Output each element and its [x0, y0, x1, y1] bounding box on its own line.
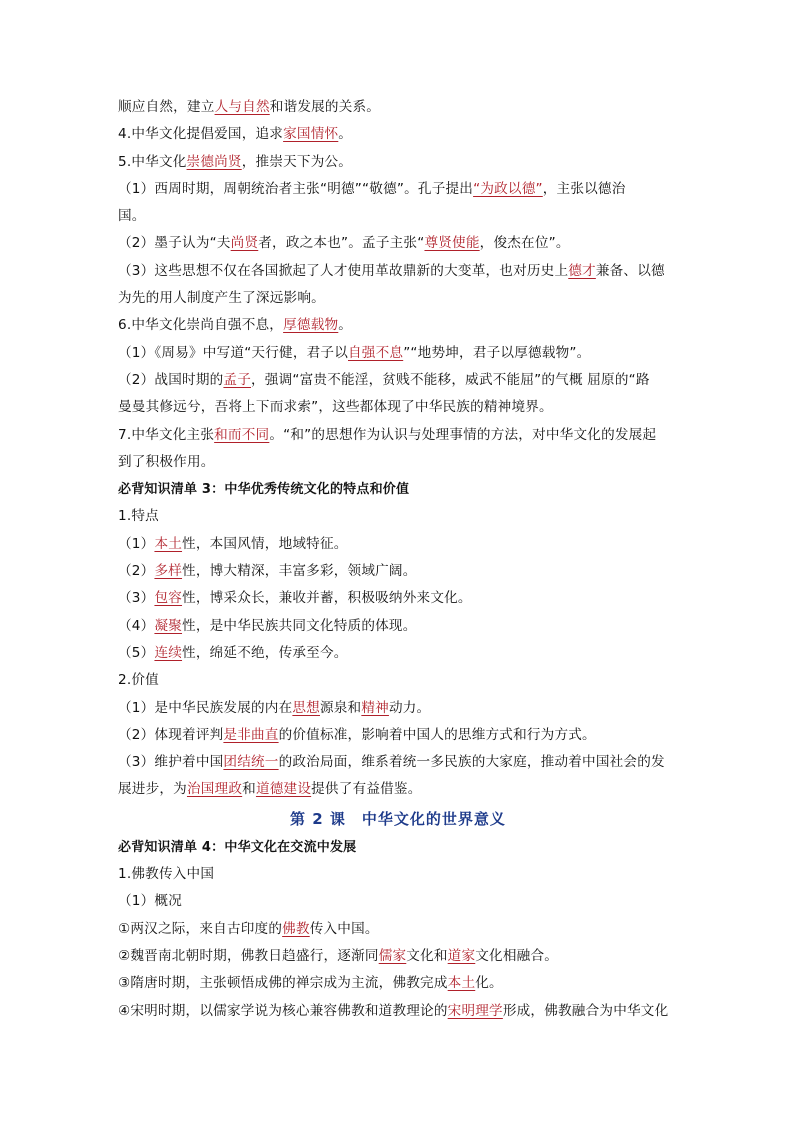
text-line — [118, 640, 678, 667]
key-term: 多样 — [154, 563, 183, 580]
key-term: 尊贤使能 — [424, 235, 480, 252]
key-term: 儒家 — [378, 947, 407, 964]
text-segment: （4） — [118, 617, 155, 634]
key-term: 人与自然 — [214, 99, 270, 115]
text-segment: 文化相融合。 — [475, 947, 559, 964]
text-line — [118, 585, 678, 612]
key-term: 思想 — [292, 699, 320, 716]
text-segment: 为先的用人制度产生了深远影响。 — [118, 290, 325, 307]
text-line — [118, 230, 678, 257]
text-line — [118, 531, 678, 558]
text-segment: （1）《周易》中写道“天行健，君子以 — [118, 344, 348, 361]
text-segment: 化。 — [475, 975, 503, 992]
text-segment: （3） — [118, 590, 155, 607]
key-term: 治国理政 — [186, 781, 243, 798]
text-segment: 的价值标准，影响着中国人的思维方式和行为方式。 — [278, 726, 596, 743]
key-term: 自强不息 — [348, 344, 404, 361]
text-segment: （1）西周时期，周朝统治者主张“明德”“敬德”。孔子提出 — [118, 180, 474, 197]
text-segment: 4.中华文化提倡爱国，追求 — [118, 126, 284, 143]
section-heading — [118, 476, 678, 503]
text-segment: 6.中华文化崇尚自强不息， — [118, 317, 284, 334]
text-segment: 性，是中华民族共同文化特质的体现。 — [182, 617, 417, 634]
text-segment: ，推崇天下为公。 — [241, 153, 353, 170]
key-term: 和而不同 — [214, 426, 270, 443]
text-line — [118, 312, 678, 339]
text-segment: 提供了有益借鉴。 — [311, 781, 422, 798]
text-line — [118, 121, 678, 148]
text-segment: 顺应自然，建立 — [118, 99, 215, 115]
text-segment: 形成，佛教融合为中华文化 — [502, 1002, 669, 1019]
text-segment: 。“和”的思想作为认识与处理事情的方法，对中华文化的发展起 — [269, 426, 657, 443]
text-segment: 。 — [338, 126, 353, 143]
text-line — [118, 861, 678, 888]
text-segment: 第 2 课 中华文化的世界意义 — [290, 809, 506, 828]
key-term: 道家 — [447, 947, 476, 964]
key-term: 厚德载物 — [283, 317, 339, 334]
text-segment: ④宋明时期，以儒家学说为核心兼容佛教和道教理论的 — [118, 1002, 448, 1019]
key-term: 宋明理学 — [447, 1002, 503, 1019]
text-line — [118, 503, 678, 530]
text-line — [118, 722, 678, 749]
text-segment: 文化和 — [406, 947, 448, 964]
key-term: 凝聚 — [154, 617, 183, 634]
text-line — [118, 94, 678, 121]
text-line — [118, 916, 678, 943]
text-line — [118, 422, 678, 449]
text-segment: 性，本国风情，地域特征。 — [182, 535, 348, 552]
text-line — [118, 285, 678, 312]
text-segment: （2）体现着评判 — [118, 726, 224, 743]
text-segment: 性，博采众长，兼收并蓄，积极吸纳外来文化。 — [182, 590, 472, 607]
text-segment: （2） — [118, 563, 155, 580]
text-line — [118, 776, 678, 803]
text-segment: 和 — [242, 781, 256, 798]
text-segment: （1）是中华民族发展的内在 — [118, 699, 293, 716]
text-segment: 5.中华文化 — [118, 153, 187, 170]
text-segment: 兼备、以德 — [595, 262, 665, 279]
text-segment: ，强调“富贵不能淫，贫贱不能移，威武不能屈”的气概 屈原的“路 — [251, 371, 650, 388]
text-segment: 传入中国。 — [309, 920, 379, 937]
text-segment: 性，博大精深，丰富多彩，领域广阔。 — [182, 563, 417, 580]
text-line — [118, 613, 678, 640]
key-term: 崇德尚贤 — [186, 153, 242, 170]
text-segment: 必背知识清单 4：中华文化在交流中发展 — [118, 839, 357, 855]
key-term: 道德建设 — [255, 781, 312, 798]
key-term: 团结统一 — [223, 754, 279, 771]
text-segment: ③隋唐时期，主张顿悟成佛的禅宗成为主流，佛教完成 — [118, 975, 448, 992]
key-term: “为政以德” — [473, 180, 543, 197]
key-term: 孟子 — [223, 371, 251, 388]
text-line — [118, 176, 678, 203]
text-segment: 1.特点 — [118, 508, 159, 525]
text-segment: ，主张以德治 — [542, 180, 626, 197]
text-line — [118, 667, 678, 694]
key-term: 尚贤 — [230, 235, 259, 252]
text-segment: 到了积极作用。 — [118, 453, 215, 470]
text-segment: （1） — [118, 535, 155, 552]
text-line — [118, 367, 678, 394]
section-heading — [118, 834, 678, 861]
text-line — [118, 888, 678, 915]
text-segment: 和谐发展的关系。 — [269, 99, 381, 115]
text-segment: ”“地势坤，君子以厚德载物”。 — [403, 344, 591, 361]
text-segment: 动力。 — [388, 699, 431, 716]
text-segment: 必背知识清单 3：中华优秀传统文化的特点和价值 — [118, 482, 410, 498]
text-segment: 2.价值 — [118, 672, 159, 689]
text-line — [118, 695, 678, 722]
text-segment: 者，政之本也”。孟子主张“ — [258, 235, 425, 252]
text-segment: （1）概况 — [118, 893, 183, 910]
key-term: 是非曲直 — [223, 726, 279, 743]
text-line — [118, 558, 678, 585]
text-segment: （3）这些思想不仅在各国掀起了人才使用革故鼎新的大变革，也对历史上 — [118, 262, 569, 279]
text-line — [118, 970, 678, 997]
text-line — [118, 749, 678, 776]
text-segment: （2）战国时期的 — [118, 371, 224, 388]
text-segment: 7.中华文化主张 — [118, 426, 215, 443]
text-line — [118, 943, 678, 970]
text-line — [118, 340, 678, 367]
text-segment: ，俊杰在位”。 — [479, 235, 570, 252]
text-line — [118, 149, 678, 176]
text-line — [118, 394, 678, 421]
text-line — [118, 203, 678, 230]
text-segment: （2）墨子认为“夫 — [118, 235, 231, 252]
text-segment: （3）维护着中国 — [118, 754, 224, 771]
key-term: 本土 — [447, 975, 476, 992]
document-body — [118, 94, 678, 1025]
key-term: 家国情怀 — [283, 126, 339, 143]
text-segment: 国。 — [118, 208, 146, 225]
key-term: 包容 — [154, 590, 183, 607]
text-line — [118, 258, 678, 285]
text-segment: ①两汉之际，来自古印度的 — [118, 920, 283, 937]
key-term: 连续 — [154, 644, 183, 661]
text-segment: 曼曼其修远兮，吾将上下而求索”，这些都体现了中华民族的精神境界。 — [118, 399, 553, 416]
text-line — [118, 998, 678, 1025]
key-term: 佛教 — [282, 920, 310, 937]
text-segment: 。 — [338, 317, 353, 334]
text-segment: 1.佛教传入中国 — [118, 866, 215, 883]
text-segment: ②魏晋南北朝时期，佛教日趋盛行，逐渐同 — [118, 947, 379, 964]
text-line — [118, 449, 678, 476]
text-segment: 展进步，为 — [118, 781, 187, 798]
lesson-title — [118, 804, 678, 834]
key-term: 德才 — [568, 262, 596, 279]
text-segment: 性，绵延不绝，传承至今。 — [182, 644, 348, 661]
text-segment: 的政治局面，维系着统一多民族的大家庭，推动着中国社会的发 — [278, 754, 665, 771]
key-term: 本土 — [154, 535, 183, 552]
text-segment: （5） — [118, 644, 155, 661]
key-term: 精神 — [361, 699, 389, 716]
text-segment: 源泉和 — [319, 699, 362, 716]
